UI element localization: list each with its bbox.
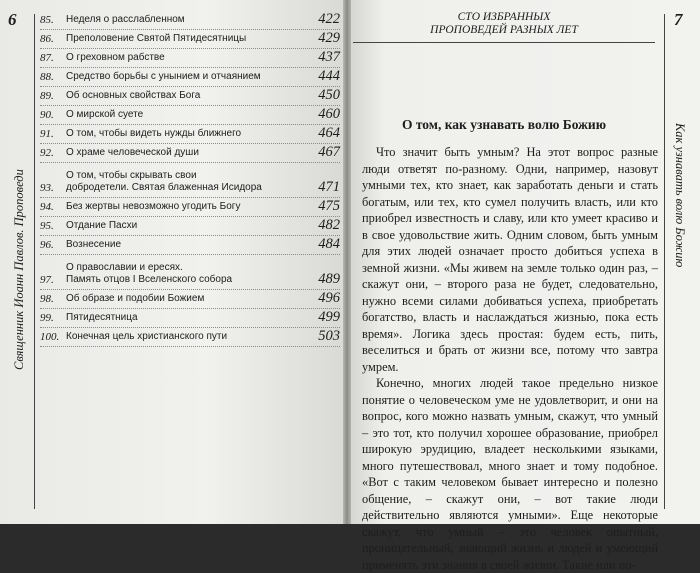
toc-entry-title-line: Вознесение <box>66 239 122 250</box>
toc-entry-number: 89. <box>40 90 54 102</box>
toc-entry-title-line: Об основных свойствах Бога <box>66 90 201 101</box>
toc-entry <box>40 68 340 87</box>
toc-entry-number: 85. <box>40 14 54 26</box>
toc-entry-title <box>62 147 306 162</box>
toc-entry-page: 489 <box>318 271 340 287</box>
toc-entry-number: 88. <box>40 71 54 83</box>
toc-entry-title <box>62 14 306 29</box>
toc-entry-title-line: Память отцов I Вселенского собора <box>66 274 233 285</box>
toc-entry-page: 437 <box>318 49 340 65</box>
toc-entry-page: 460 <box>318 106 340 122</box>
toc-entry-number: 86. <box>40 33 54 45</box>
toc-entry-page: 499 <box>318 309 340 325</box>
toc-entry <box>40 163 340 198</box>
toc-entry-title <box>62 312 306 327</box>
toc-entry <box>40 87 340 106</box>
toc-entry <box>40 30 340 49</box>
toc-entry-title <box>62 239 306 254</box>
toc-entry-title <box>62 90 306 105</box>
left-page-number: 6 <box>8 10 17 29</box>
toc-entry-number: 96. <box>40 239 54 251</box>
sermon-title: О том, как узнавать волю Божию <box>401 117 607 132</box>
toc-entry-title-line: О православии и ересях. <box>66 262 183 273</box>
toc-entry-title-line: Об образе и подобии Божием <box>66 293 205 304</box>
toc-entry <box>40 49 340 68</box>
right-page-number: 7 <box>674 10 683 29</box>
toc-entry-number: 92. <box>40 147 54 159</box>
toc-entry <box>40 198 340 217</box>
toc-entry-title-line: О том, чтобы видеть нужды ближнего <box>66 128 242 139</box>
toc-entry-title <box>62 33 306 48</box>
toc-entry-page: 503 <box>318 328 340 344</box>
toc-entry-page: 429 <box>318 30 340 46</box>
toc-entry-number: 98. <box>40 293 54 305</box>
toc-entry-title-line: Отдание Пасхи <box>66 220 138 231</box>
header-line-2: ПРОПОВЕДЕЙ РАЗНЫХ ЛЕТ <box>430 24 578 36</box>
toc-entry-title <box>62 262 306 289</box>
toc-entry-number: 91. <box>40 128 54 140</box>
toc-entry-title-line: Неделя о расслабленном <box>66 14 185 25</box>
table-of-contents <box>40 11 340 347</box>
toc-entry-title-line: Средство борьбы с унынием и отчаянием <box>66 71 261 82</box>
toc-entry-title <box>62 220 306 235</box>
toc-entry-number: 87. <box>40 52 54 64</box>
paragraph: Что значит быть умным? На этот вопрос разные люди ответят по-разному. Одни, например, назовут умными тех, кто знает, как заработать деньги и стать богатым, или тех, кто сумел получить власть, или кто приобрел известность и славу, или кто умеет красиво и в свое удовольствие жить. Одним словом, быть умным для этих людей означает просто добиться успеха в земной жизни. «Мы живем на земле только один раз, – скажут они, – второго раза не будет, следовательно, нужно всеми силами добиваться успеха, приобретать богатство, власть и наслаждаться жизнью, пока есть время». Логика здесь простая: будем есть, пить, веселиться и брать от жизни все, потому что завтра умрем. <box>362 145 658 374</box>
toc-entry-title-line: Пятидесятница <box>66 312 138 323</box>
toc-entry-title-line: Конечная цель христианского пути <box>66 331 228 342</box>
toc-entry-page: 467 <box>318 144 340 160</box>
toc-entry-title <box>62 201 306 216</box>
toc-entry-title-line: О храме человеческой души <box>66 147 199 158</box>
toc-entry-page: 464 <box>318 125 340 141</box>
toc-entry-page: 471 <box>318 179 340 195</box>
toc-entry-title <box>62 128 306 143</box>
toc-entry <box>40 106 340 125</box>
toc-entry <box>40 236 340 255</box>
toc-entry <box>40 217 340 236</box>
toc-entry-number: 97. <box>40 274 54 286</box>
left-running-title: Священник Иоанн Павлов. Проповеди <box>12 169 26 371</box>
toc-entry-number: 99. <box>40 312 54 324</box>
toc-entry-page: 475 <box>318 198 340 214</box>
toc-entry-page: 450 <box>318 87 340 103</box>
paragraph: Конечно, многих людей такое предельно низкое понятие о человеческом уме не удовлетворит, и они на вопрос, кого можно назвать умным, скажут, что умный – это тот, кто получил хорошее образование, приобрел широкую эрудицию, владеет несколькими языками, много путешествовал, много знает и тому подобное. «Вот с таким человеком бывает интересно и полезно общение, – скажут они, – вот такие люди действительно являются умными». Еще некоторые скажут, что умный – это человек опытный, проницательный, знающий жизнь и людей и умеющий применять эти знания в своей жизни. Такие или по- <box>362 376 658 572</box>
toc-entry-title-line: О греховном рабстве <box>66 52 165 63</box>
toc-entry-number: 93. <box>40 182 54 194</box>
book-gutter <box>343 0 351 524</box>
right-running-title: Как узнавать волю Божию <box>673 122 687 268</box>
toc-entry-number: 95. <box>40 220 54 232</box>
header-line-1: СТО ИЗБРАННЫХ <box>457 11 551 23</box>
right-running-rule <box>664 14 665 509</box>
toc-entry <box>40 290 340 309</box>
toc-entry <box>40 144 340 163</box>
toc-entry-title <box>62 331 306 346</box>
sermon-body <box>362 144 658 573</box>
right-page-header <box>353 11 655 37</box>
toc-entry-page: 484 <box>318 236 340 252</box>
toc-entry <box>40 11 340 30</box>
toc-entry-title <box>62 52 306 67</box>
toc-entry-page: 496 <box>318 290 340 306</box>
toc-entry-page: 422 <box>318 11 340 27</box>
toc-entry-page: 482 <box>318 217 340 233</box>
toc-entry <box>40 125 340 144</box>
toc-entry-title <box>62 71 306 86</box>
toc-entry-title <box>62 109 306 124</box>
toc-entry-number: 94. <box>40 201 54 213</box>
toc-entry <box>40 309 340 328</box>
toc-entry-page: 444 <box>318 68 340 84</box>
toc-entry-title <box>62 170 306 197</box>
toc-entry-title-line: Преполовение Святой Пятидесятницы <box>66 33 247 44</box>
toc-entry-title-line: добродетели. Святая блаженная Исидора <box>66 182 262 193</box>
toc-entry <box>40 255 340 290</box>
left-running-rule <box>34 14 35 509</box>
toc-entry-number: 100. <box>40 331 60 343</box>
toc-entry-title-line: О мирской суете <box>66 109 144 120</box>
toc-entry-title-line: Без жертвы невозможно угодить Богу <box>66 201 241 212</box>
toc-entry-title <box>62 293 306 308</box>
header-rule <box>353 42 655 43</box>
toc-entry-title-line: О том, чтобы скрывать свои <box>66 170 197 181</box>
toc-entry-number: 90. <box>40 109 54 121</box>
toc-entry <box>40 328 340 347</box>
